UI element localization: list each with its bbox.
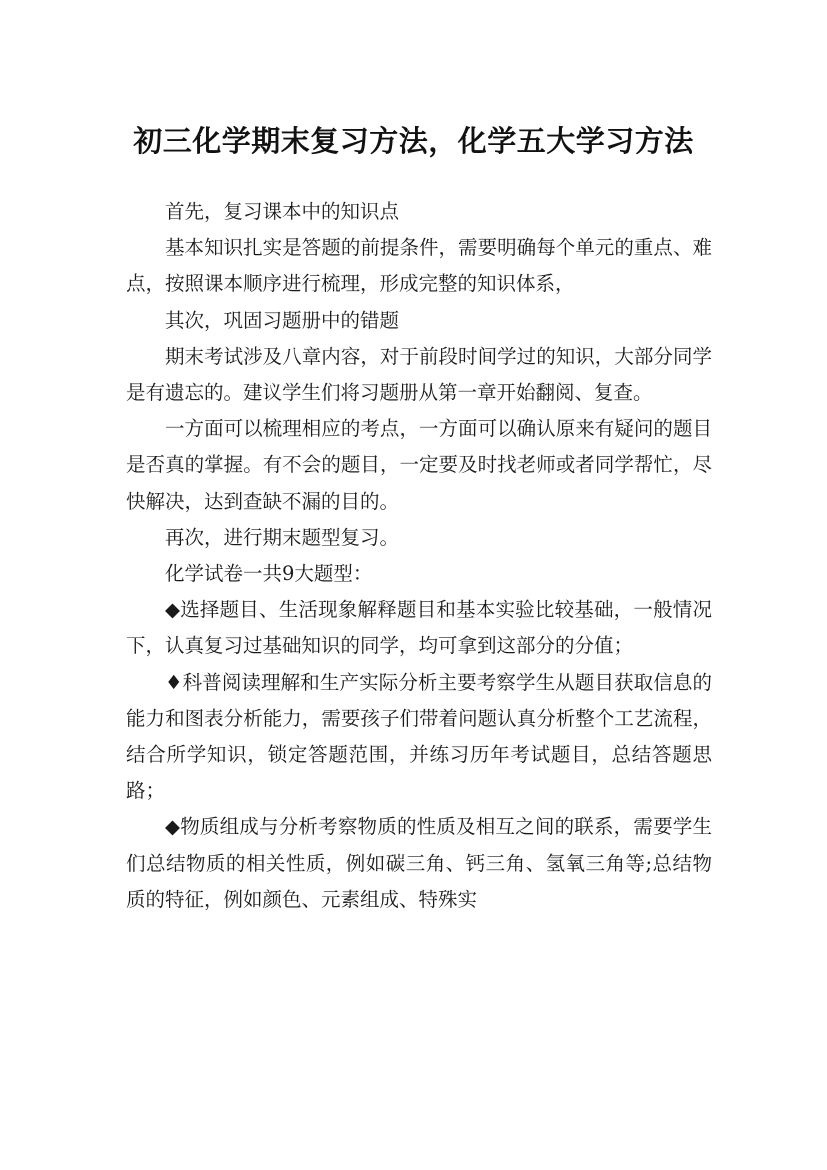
paragraph: ♦科普阅读理解和生产实际分析主要考察学生从题目获取信息的能力和图表分析能力，需要孩子们带着问题认真分析整个工艺流程，结合所学知识，锁定答题范围，并练习历年考试题目，总结答题思路；: [126, 670, 712, 803]
paragraph: 基本知识扎实是答题的前提条件，需要明确每个单元的重点、难点，按照课本顺序进行梳理，形成完整的知识体系，: [126, 236, 712, 296]
document-title: 初三化学期末复习方法，化学五大学习方法: [133, 124, 694, 159]
paragraph: 首先，复习课本中的知识点: [165, 200, 400, 223]
paragraph: 期末考试涉及八章内容，对于前段时间学过的知识，大部分同学是有遗忘的。建议学生们将习题册从第一章开始翻阅、复查。: [126, 344, 712, 405]
paragraph: 再次，进行期末题型复习。: [165, 525, 400, 549]
paragraph: 一方面可以梳理相应的考点，一方面可以确认原来有疑问的题目是否真的掌握。有不会的题目，一定要及时找老师或者同学帮忙，尽快解决，达到查缺不漏的目的。: [126, 417, 712, 513]
document-body: [126, 194, 712, 918]
paragraph: ◆物质组成与分析考察物质的性质及相互之间的联系，需要学生们总结物质的相关性质，例如碳三角、钙三角、氢氧三角等;总结物质的特征，例如颜色、元素组成、特殊实: [126, 815, 712, 911]
paragraph: 化学试卷一共9大题型：: [165, 562, 373, 586]
paragraph: ◆选择题目、生活现象解释题目和基本实验比较基础，一般情况下，认真复习过基础知识的同学，均可拿到这部分的分值；: [126, 598, 712, 658]
paragraph: 其次，巩固习题册中的错题: [165, 308, 400, 332]
